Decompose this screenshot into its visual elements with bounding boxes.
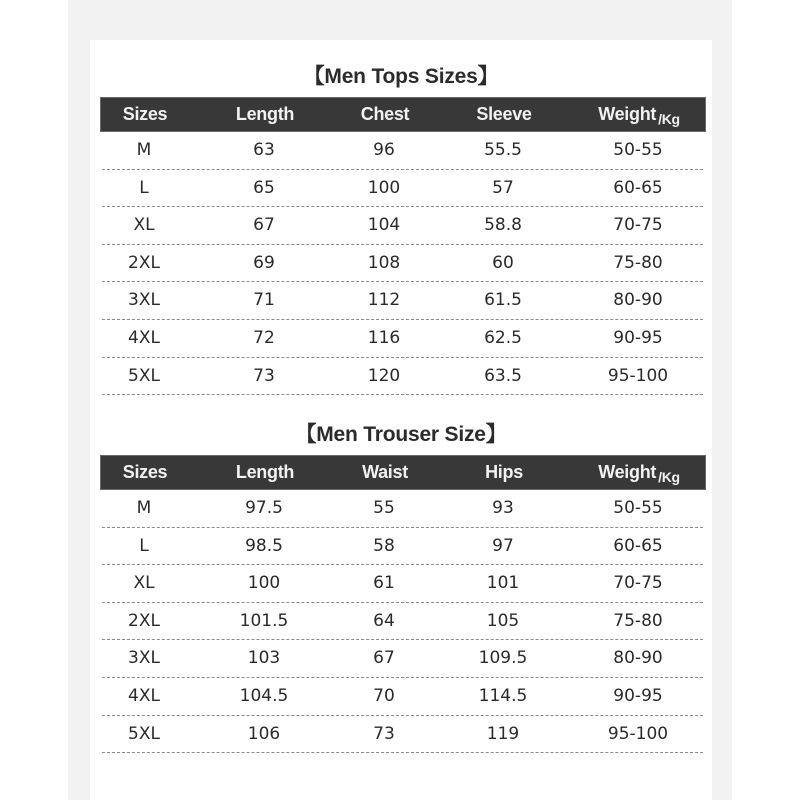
table-row: [100, 170, 706, 208]
cell-weight: 60-65: [613, 535, 663, 556]
table-row: [100, 245, 706, 283]
cell-length: 106: [247, 723, 281, 744]
cell-size: L: [139, 535, 149, 556]
cell-waist: 73: [373, 723, 395, 744]
cell-weight: 75-80: [613, 610, 663, 631]
cell-hips: 109.5: [478, 648, 528, 669]
cell-size: XL: [133, 215, 155, 236]
table-row: [100, 132, 706, 170]
table-row: [100, 207, 706, 245]
weight-unit: /Kg: [658, 469, 680, 485]
cell-length: 73: [253, 365, 275, 386]
cell-size: L: [139, 177, 149, 198]
cell-waist: 64: [373, 610, 395, 631]
cell-hips: 119: [486, 723, 520, 744]
header-length: Length: [235, 104, 295, 124]
cell-size: 5XL: [128, 365, 160, 386]
trousers-table: [100, 455, 706, 753]
table-row: [100, 565, 706, 603]
cell-size: M: [136, 498, 152, 518]
header-sleeve: Sleeve: [476, 104, 532, 124]
cell-size: 3XL: [128, 648, 160, 669]
cell-weight: 90-95: [613, 327, 663, 348]
cell-weight: 50-55: [613, 140, 663, 160]
cell-size: 2XL: [128, 252, 160, 273]
trousers-title: 【Men Trouser Size】: [295, 423, 507, 446]
table-row: [100, 490, 706, 528]
cell-hips: 93: [492, 498, 514, 518]
tops-table-header: [100, 97, 706, 132]
header-weight-label: Weight: [598, 462, 657, 482]
table-row: [100, 603, 706, 641]
table-row: [100, 282, 706, 320]
tops-table-body: [100, 132, 706, 395]
cell-length: 69: [253, 252, 275, 273]
header-chest: Chest: [360, 104, 410, 124]
cell-waist: 61: [373, 573, 395, 594]
cell-hips: 101: [486, 573, 520, 594]
cell-weight: 90-95: [613, 685, 663, 706]
table-row: [100, 716, 706, 754]
cell-sleeve: 58.8: [484, 215, 522, 236]
header-weight: [598, 98, 680, 131]
cell-weight: 80-90: [613, 290, 663, 311]
cell-waist: 55: [373, 498, 395, 518]
cell-sleeve: 63.5: [484, 365, 522, 386]
cell-size: 3XL: [128, 290, 160, 311]
cell-weight: 60-65: [613, 177, 663, 198]
tops-table: [100, 97, 706, 395]
cell-hips: 114.5: [478, 685, 528, 706]
cell-chest: 120: [367, 365, 401, 386]
cell-sleeve: 55.5: [484, 140, 522, 160]
cell-length: 67: [253, 215, 275, 236]
header-weight-label: Weight: [598, 104, 657, 124]
cell-sleeve: 61.5: [484, 290, 522, 311]
cell-sleeve: 62.5: [484, 327, 522, 348]
table-row: [100, 358, 706, 396]
cell-chest: 108: [367, 252, 401, 273]
header-waist: Waist: [362, 462, 408, 482]
cell-size: XL: [133, 573, 155, 594]
cell-length: 98.5: [245, 535, 283, 556]
cell-weight: 80-90: [613, 648, 663, 669]
cell-size: 5XL: [128, 723, 160, 744]
cell-waist: 67: [373, 648, 395, 669]
cell-weight: 75-80: [613, 252, 663, 273]
size-chart-card: [90, 40, 712, 800]
cell-chest: 96: [373, 140, 395, 160]
header-sizes: Sizes: [122, 462, 168, 482]
trousers-table-header: [100, 455, 706, 490]
cell-waist: 58: [373, 535, 395, 556]
cell-weight: 95-100: [607, 365, 669, 386]
cell-chest: 100: [367, 177, 401, 198]
cell-length: 97.5: [245, 498, 283, 518]
table-row: [100, 678, 706, 716]
cell-waist: 70: [373, 685, 395, 706]
cell-size: 4XL: [128, 327, 160, 348]
table-row: [100, 528, 706, 566]
cell-length: 72: [253, 327, 275, 348]
header-hips: Hips: [485, 462, 523, 482]
cell-length: 71: [253, 290, 275, 311]
cell-hips: 97: [492, 535, 514, 556]
cell-sleeve: 57: [492, 177, 514, 198]
cell-size: 4XL: [128, 685, 160, 706]
cell-length: 101.5: [239, 610, 289, 631]
tops-title: 【Men Tops Sizes】: [303, 65, 499, 88]
table-row: [100, 320, 706, 358]
cell-chest: 104: [367, 215, 401, 236]
cell-weight: 70-75: [613, 573, 663, 594]
cell-length: 63: [253, 140, 275, 160]
cell-size: M: [136, 140, 152, 160]
cell-length: 100: [247, 573, 281, 594]
cell-chest: 116: [367, 327, 401, 348]
cell-length: 103: [247, 648, 281, 669]
weight-unit: /Kg: [658, 111, 680, 127]
cell-sleeve: 60: [492, 252, 514, 273]
cell-size: 2XL: [128, 610, 160, 631]
header-sizes: Sizes: [122, 104, 168, 124]
cell-length: 104.5: [239, 685, 289, 706]
cell-weight: 70-75: [613, 215, 663, 236]
cell-weight: 95-100: [607, 723, 669, 744]
cell-hips: 105: [486, 610, 520, 631]
cell-chest: 112: [367, 290, 401, 311]
header-length: Length: [235, 462, 295, 482]
trousers-table-body: [100, 490, 706, 753]
table-row: [100, 640, 706, 678]
cell-length: 65: [253, 177, 275, 198]
cell-weight: 50-55: [613, 498, 663, 518]
header-weight: [598, 456, 680, 489]
